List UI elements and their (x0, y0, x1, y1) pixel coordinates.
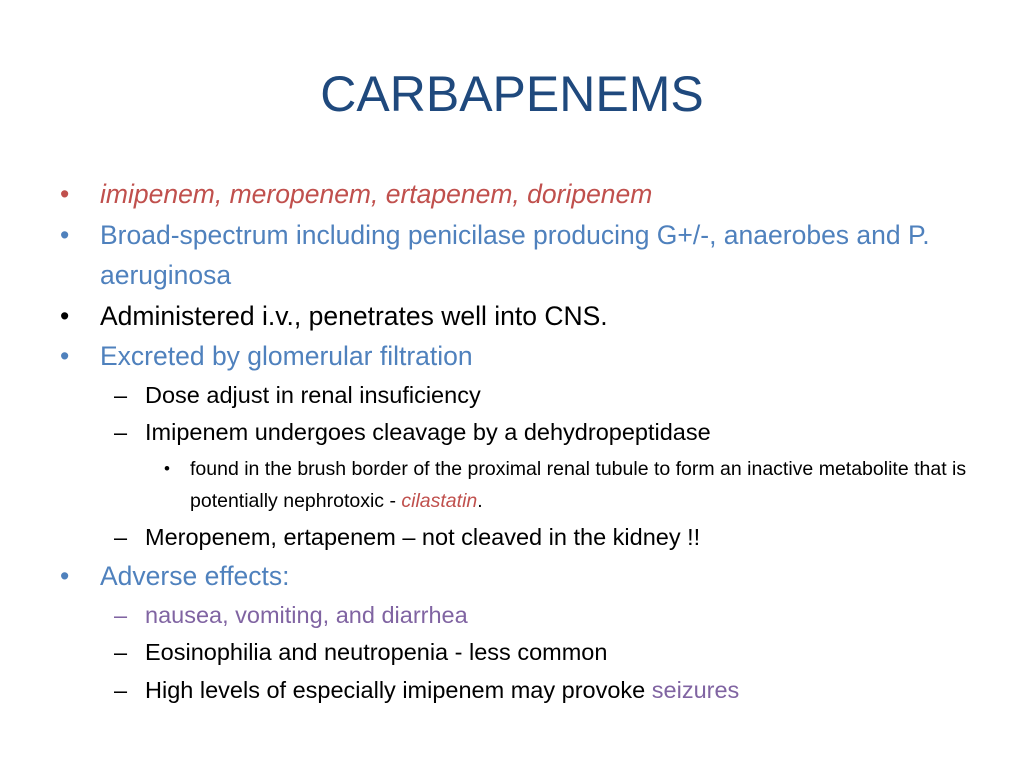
sub-bullet-text: Meropenem, ertapenem – not cleaved in the kidney !! (145, 523, 701, 550)
bullet-item (60, 556, 980, 597)
bullet-marker: • (60, 561, 70, 591)
bullet-marker: • (60, 300, 70, 331)
sub-bullet-item (60, 414, 980, 452)
seizures-highlight: seizures (651, 676, 740, 703)
sub-bullet-text: Eosinophilia and neutropenia - less common (145, 639, 608, 665)
bullet-item (60, 215, 980, 296)
bullet-marker: • (60, 219, 70, 250)
bullet-text: imipenem, meropenem, ertapenem, doripenem (100, 179, 653, 209)
sub-bullet-item (60, 377, 980, 415)
sub-bullet-text: High levels of especially imipenem may provoke (145, 676, 652, 703)
sub-bullet-item (60, 634, 980, 672)
sub-bullet-item (60, 672, 980, 710)
period: . (477, 489, 483, 512)
bullet-item (60, 296, 980, 337)
bullet-marker: • (60, 341, 70, 371)
bullet-text: Excreted by glomerular filtration (100, 341, 473, 371)
dash-marker: – (114, 381, 128, 408)
bullet-item (60, 174, 980, 215)
sub-bullet-item (60, 519, 980, 557)
bullet-marker: • (60, 179, 70, 209)
sub-sub-bullet-item (60, 453, 980, 517)
dash-marker: – (114, 601, 128, 628)
bullet-list (60, 174, 980, 709)
bullet-text: Adverse effects: (100, 561, 290, 591)
slide-title: CARBAPENEMS (320, 66, 704, 122)
bullet-text: Administered i.v., penetrates well into CNS. (100, 300, 608, 331)
dash-marker: – (114, 639, 128, 665)
sub-sub-bullet-text: found in the brush border of the proximal renal tubule to form an inactive metabolite that is potentially nephrotoxic - (190, 457, 967, 512)
dash-marker: – (114, 676, 128, 703)
bullet-text: Broad-spectrum including penicilase producing G+/-, anaerobes and P. aeruginosa (100, 219, 930, 290)
cilastatin-highlight: cilastatin (401, 489, 478, 512)
sub-bullet-text: Imipenem undergoes cleavage by a dehydropeptidase (145, 419, 711, 445)
dash-marker: – (114, 419, 128, 445)
bullet-item (60, 336, 980, 377)
sub-bullet-text: Dose adjust in renal insuficiency (145, 381, 481, 408)
bullet-marker: • (164, 458, 170, 478)
sub-bullet-text: nausea, vomiting, and diarrhea (145, 601, 468, 628)
sub-bullet-item (60, 597, 980, 635)
dash-marker: – (114, 523, 128, 550)
